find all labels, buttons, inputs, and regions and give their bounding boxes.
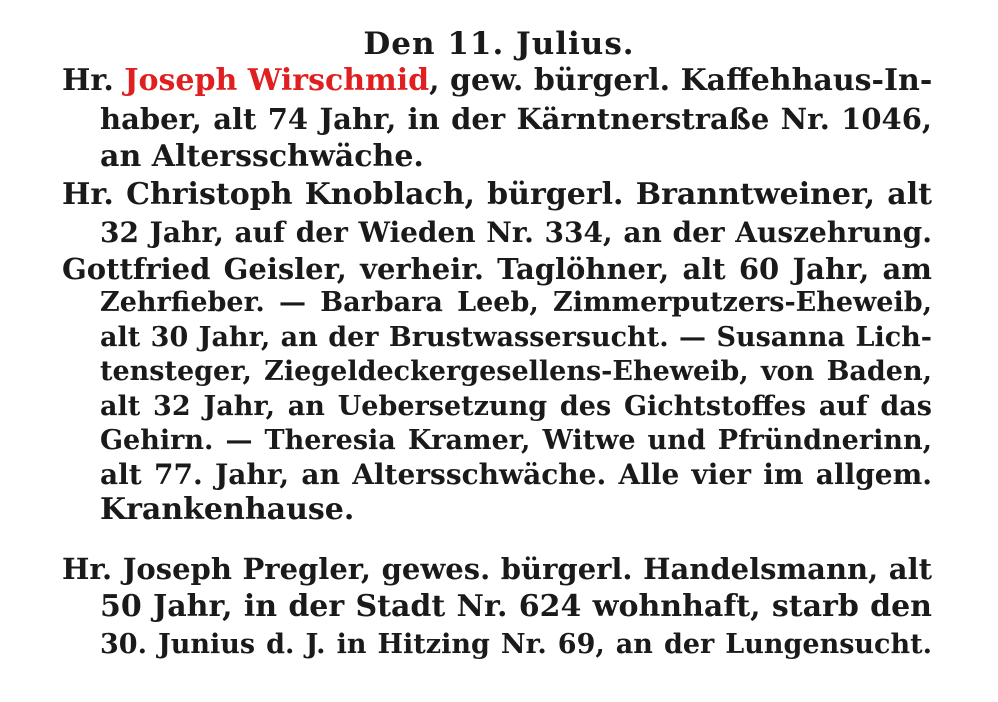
date-heading: Den 11. Julius. (363, 26, 635, 62)
entry-line: Hr. Christoph Knoblach, bürgerl. Branntweiner, alt (62, 177, 932, 212)
entry-line-text: , gew. bürgerl. Kaffehhaus-In- (429, 63, 933, 98)
entry-line: alt 30 Jahr, an der Brustwassersucht. — Susanna Lich- (100, 321, 932, 353)
entry-line: alt 32 Jahr, an Uebersetzung des Gichtstoffes auf das (100, 390, 932, 422)
entry-line: an Altersschwäche. (100, 139, 424, 174)
entry-line: Gottfried Geisler, verheir. Taglöhner, alt 60 Jahr, am (62, 252, 932, 286)
entry-line: Krankenhause. (100, 491, 355, 527)
entry-line: haber, alt 74 Jahr, in der Kärntnerstraße Nr. 1046, (100, 102, 932, 136)
entry-line: 32 Jahr, auf der Wieden Nr. 334, an der Auszehrung. (100, 216, 932, 249)
entry-line: 50 Jahr, in der Stadt Nr. 624 wohnhaft, starb den (100, 589, 932, 624)
death-notice-entry (62, 176, 932, 252)
entry-line: tensteger, Ziegeldeckergesellens-Eheweib, von Baden, (100, 356, 932, 388)
entry-line: Hr. Joseph Pregler, gewes. bürgerl. Handelsmann, alt (62, 552, 932, 586)
death-notice-entry (62, 62, 932, 176)
entry-line: alt 77. Jahr, an Altersschwäche. Alle vier im allgem. (100, 458, 932, 492)
death-notice-entry (62, 550, 932, 664)
death-notice-entry (62, 252, 932, 527)
highlighted-name: Joseph Wirschmid (124, 63, 430, 98)
entry-line (62, 62, 932, 100)
title-prefix: Hr. (62, 63, 114, 98)
entry-line: 30. Junius d. J. in Hitzing Nr. 69, an der Lungensucht. (100, 629, 932, 660)
entry-line: Gehirn. — Theresia Kramer, Witwe und Pfründnerinn, (100, 424, 932, 456)
entry-line: Zehrfieber. — Barbara Leeb, Zimmerputzers-Eheweib, (100, 287, 932, 319)
